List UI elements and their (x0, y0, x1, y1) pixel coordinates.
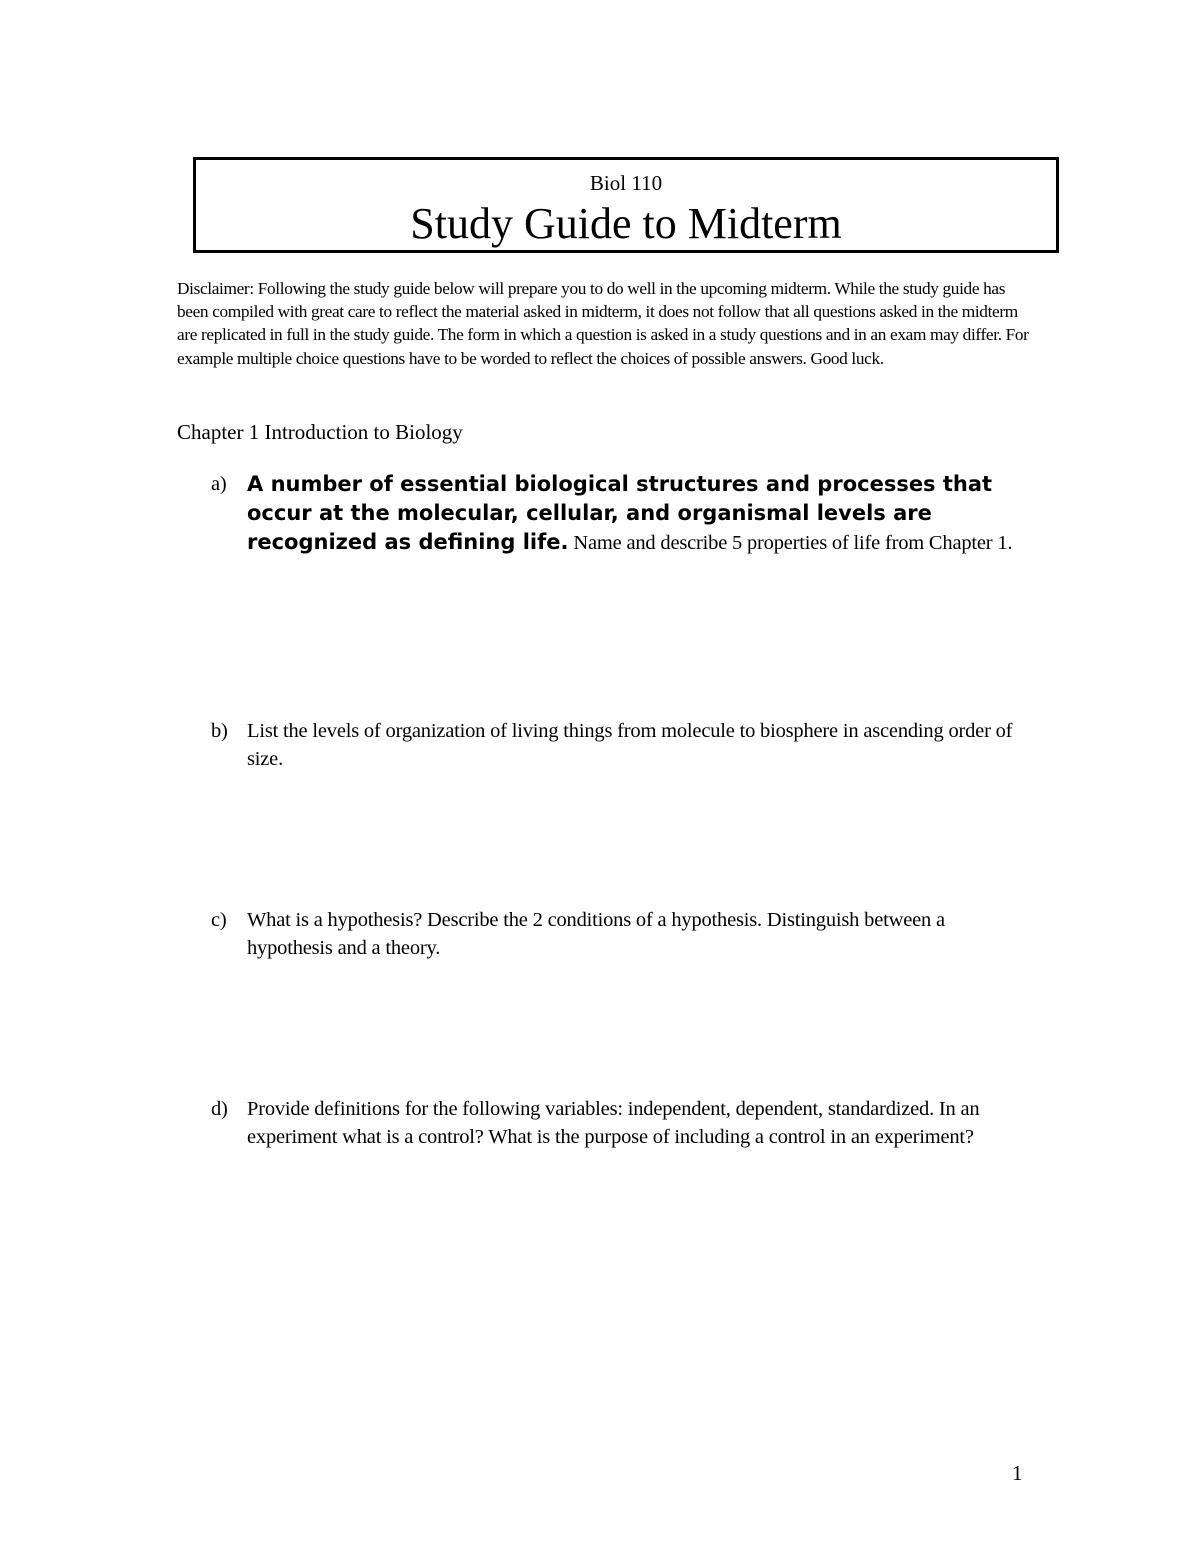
question-body-text: List the levels of organization of living things from molecule to biosphere in ascending order of size. (247, 720, 1013, 770)
question-marker: d) (211, 1098, 228, 1120)
question-body-text: Provide definitions for the following variables: independent, dependent, standardized. In an experiment what is a control? What is the purpose of including a control in an experiment? (247, 1098, 980, 1148)
chapter-heading: Chapter 1 Introduction to Biology (177, 420, 463, 444)
question-marker: c) (211, 909, 227, 931)
title-box (193, 157, 1059, 253)
question-d (211, 1095, 1031, 1151)
page-number: 1 (1012, 1461, 1023, 1485)
question-text (247, 470, 1031, 557)
question-body-text: Name and describe 5 properties of life from Chapter 1. (568, 532, 1013, 554)
question-marker: a) (211, 473, 227, 495)
question-lead-text: A number of essential biological structures and processes that occur at the molecular, cellular, and organismal levels are recognized as defining life. (247, 472, 993, 554)
question-c (211, 906, 1031, 962)
question-b (211, 717, 1031, 773)
document-title: Study Guide to Midterm (410, 199, 842, 248)
course-code: Biol 110 (589, 171, 663, 195)
question-a (211, 470, 1031, 557)
question-body-text: What is a hypothesis? Describe the 2 conditions of a hypothesis. Distinguish between a hypothesis and a theory. (247, 909, 945, 959)
question-marker: b) (211, 720, 228, 742)
disclaimer-paragraph: Disclaimer: Following the study guide below will prepare you to do well in the upcoming midterm. While the study guide has been compiled with great care to reflect the material asked in midterm, it does not follow that all questions asked in the midterm are replicated in full in the study guide. The form in which a question is asked in a study questions and in an exam may differ. For example multiple choice questions have to be worded to reflect the choices of possible answers. Good luck. (177, 279, 1029, 368)
